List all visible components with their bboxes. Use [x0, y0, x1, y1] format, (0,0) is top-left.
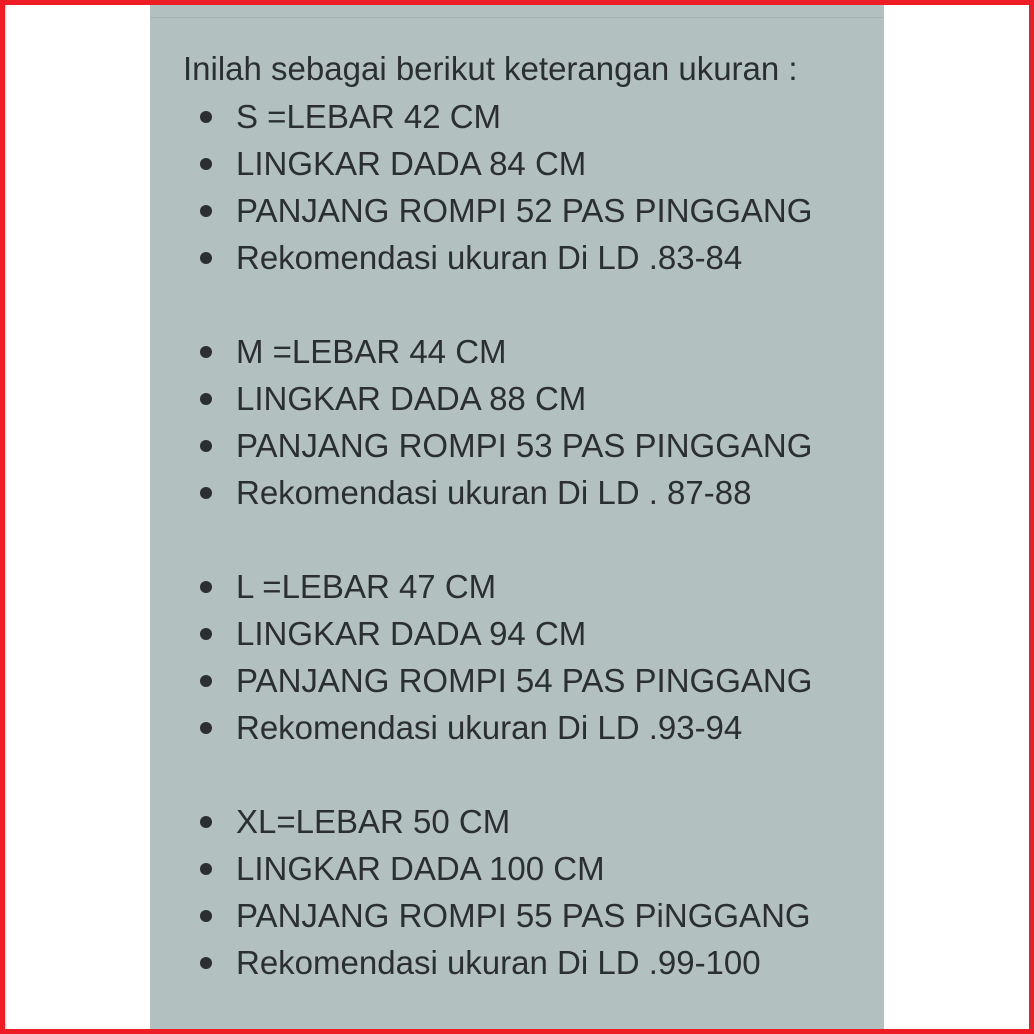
size-group-s: [183, 93, 873, 281]
list-item: [183, 657, 873, 704]
list-item-text: PANJANG ROMPI 52 PAS PINGGANG: [236, 192, 813, 229]
list-item-text: LINGKAR DADA 88 CM: [236, 380, 587, 417]
list-item-text: PANJANG ROMPI 54 PAS PINGGANG: [236, 662, 813, 699]
bullet-icon: [200, 158, 212, 170]
bullet-icon: [200, 487, 212, 499]
size-group-xl: [183, 798, 873, 986]
bullet-icon: [200, 863, 212, 875]
list-item: [183, 328, 873, 375]
list-item-text: M =LEBAR 44 CM: [236, 333, 507, 370]
list-item-text: PANJANG ROMPI 55 PAS PiNGGANG: [236, 897, 811, 934]
bullet-icon: [200, 722, 212, 734]
list-item: [183, 892, 873, 939]
bullet-icon: [200, 816, 212, 828]
bullet-icon: [200, 910, 212, 922]
bullet-icon: [200, 581, 212, 593]
size-info-panel: [150, 5, 884, 1034]
list-item-text: Rekomendasi ukuran Di LD .83-84: [236, 239, 743, 276]
list-item: [183, 798, 873, 845]
panel-divider: [150, 17, 884, 18]
list-item-text: LINGKAR DADA 94 CM: [236, 615, 587, 652]
bullet-icon: [200, 111, 212, 123]
size-group-l: [183, 563, 873, 751]
bullet-icon: [200, 252, 212, 264]
list-item: [183, 140, 873, 187]
list-item: [183, 93, 873, 140]
bullet-icon: [200, 393, 212, 405]
list-item-text: Rekomendasi ukuran Di LD . 87-88: [236, 474, 752, 511]
intro-text: Inilah sebagai berikut keterangan ukuran :: [183, 50, 798, 87]
size-group-m: [183, 328, 873, 516]
list-item-text: Rekomendasi ukuran Di LD .93-94: [236, 709, 743, 746]
list-item-text: LINGKAR DADA 100 CM: [236, 850, 605, 887]
list-item: [183, 845, 873, 892]
bullet-icon: [200, 957, 212, 969]
list-item: [183, 939, 873, 986]
list-item: [183, 234, 873, 281]
list-item: [183, 704, 873, 751]
list-item-text: PANJANG ROMPI 53 PAS PINGGANG: [236, 427, 813, 464]
list-item: [183, 375, 873, 422]
list-item: [183, 469, 873, 516]
bullet-icon: [200, 440, 212, 452]
list-item: [183, 563, 873, 610]
list-item-text: Rekomendasi ukuran Di LD .99-100: [236, 944, 761, 981]
bullet-icon: [200, 205, 212, 217]
list-item: [183, 610, 873, 657]
bullet-icon: [200, 628, 212, 640]
bullet-icon: [200, 675, 212, 687]
bullet-icon: [200, 346, 212, 358]
list-item: [183, 422, 873, 469]
list-item-text: LINGKAR DADA 84 CM: [236, 145, 587, 182]
list-item-text: L =LEBAR 47 CM: [236, 568, 497, 605]
list-item-text: S =LEBAR 42 CM: [236, 98, 502, 135]
list-item: [183, 187, 873, 234]
size-info-content: [183, 45, 873, 986]
list-item-text: XL=LEBAR 50 CM: [236, 803, 511, 840]
